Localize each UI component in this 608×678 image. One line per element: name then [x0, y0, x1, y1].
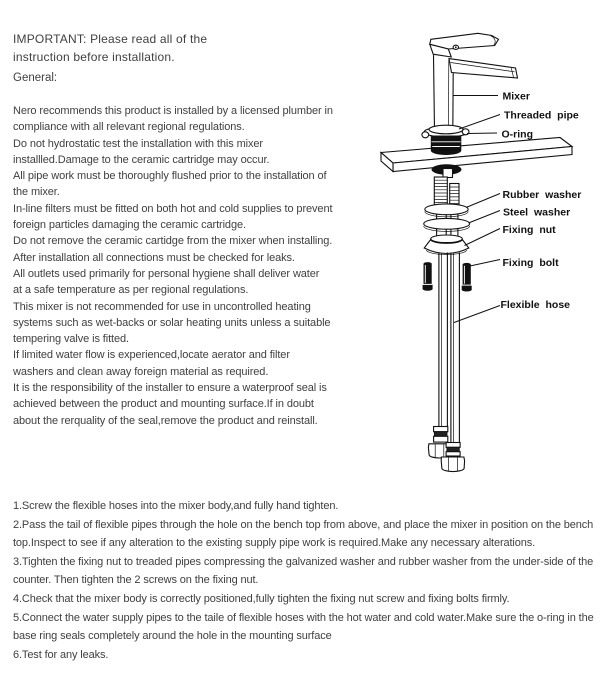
step-text-line: top.Inspect to see if any alteration to the existing supply pipe work is required.Make any necessary alterations. — [13, 537, 536, 550]
general-text-line: systems such as wet-backs or solar heating units unless a suitable — [13, 316, 331, 329]
general-text-line: compliance with all relevant regional regulations. — [13, 121, 245, 134]
label-rubber-washer: Rubber washer — [502, 189, 582, 201]
general-text-line: In-line filters must be fitted on both hot and cold supplies to prevent — [13, 202, 333, 215]
mixer-handle — [430, 33, 499, 57]
rubber-washer — [425, 204, 468, 217]
label-fixing-nut: Fixing nut — [502, 224, 556, 236]
step-text-line: counter. Then tighten the 2 screws on the fixing nut. — [13, 574, 259, 587]
general-text-line: Do not hydrostatic test the installation with this mixer — [13, 137, 263, 150]
step-text-line: base ring seals completely around the hole in the mounting surface — [13, 630, 332, 643]
general-text-line: All pipe work must be thoroughly flushed prior to the installation of — [13, 170, 327, 183]
label-fixing-bolt: Fixing bolt — [502, 257, 559, 269]
label-steel-washer: Steel washer — [503, 206, 571, 219]
title-line-2: instruction before installation. — [13, 50, 175, 64]
general-text-line: After installation all connections must be checked for leaks. — [13, 251, 295, 264]
label-o-ring: O-ring — [501, 128, 533, 141]
general-text-line: It is the responsibility of the installer to ensure a waterproof seal is — [13, 382, 327, 395]
steel-washer — [424, 218, 470, 231]
handle-screw — [455, 46, 457, 48]
general-text-line: foreign particles damaging the ceramic cartridge. — [13, 219, 246, 232]
step-text-line: 4.Check that the mixer body is correctly positioned,fully tighten the fixing nut screw and fixing bolts firmly. — [13, 592, 510, 605]
general-text-line: If limited water flow is experienced,locate aerator and filter — [13, 349, 290, 362]
label-threaded-pipe: Threaded pipe — [504, 109, 579, 122]
label-mixer: Mixer — [502, 90, 530, 103]
counter-top — [381, 138, 572, 172]
general-text-line: installled.Damage to the ceramic cartridge may occur. — [13, 153, 270, 166]
general-text-line: at a safe temperature as per regional regulations. — [13, 284, 249, 297]
fixing-nut — [424, 235, 469, 255]
general-text-line: Do not remove the ceramic cartidge from the mixer when installing. — [13, 235, 333, 248]
general-section-heading: General: — [13, 72, 58, 84]
mixer-spout — [449, 59, 518, 78]
general-text-line: about the rerquality of the seal,remove the product and reinstall. — [13, 414, 318, 427]
general-text-line: All outlets used primarily for personal hygiene shall deliver water — [13, 267, 320, 280]
step-text-line: 1.Screw the flexible hoses into the mixer body,and fully hand tighten. — [13, 500, 339, 512]
general-text-line: This mixer is not recommended for use in uncontrolled heating — [13, 300, 311, 313]
general-text-line: tempering valve is fitted. — [13, 333, 130, 346]
flexible-hoses — [439, 253, 460, 443]
step-text-line: 2.Pass the tail of flexible pipes through the hole on the bench top from above, and place the mixer in position on the bench — [13, 518, 594, 531]
step-text-line: 5.Connect the water supply pipes to the taile of flexible hoses with the hot water and cold water.Make sure the o-ring in the — [13, 611, 594, 624]
label-flexible-hose: Flexible hose — [500, 299, 571, 311]
title-line-1: IMPORTANT: Please read all of the — [13, 32, 208, 46]
part-labels — [501, 91, 582, 312]
general-text-line: the mixer. — [13, 186, 60, 199]
general-text-line: washers and clean away foreign material as required. — [13, 365, 269, 378]
general-text-line: Nero recommends this product is installed by a licensed plumber in — [13, 105, 333, 117]
step-text-line: 6.Test for any leaks. — [13, 648, 109, 661]
step-text-line: 3.Tighten the fixing nut to treaded pipes compressing the galvanized washer and rubber washer from the under-side of the — [13, 555, 594, 568]
threaded-tails — [434, 177, 459, 208]
general-text-line: achieved between the product and mounting surface.If in doubt — [13, 398, 314, 411]
